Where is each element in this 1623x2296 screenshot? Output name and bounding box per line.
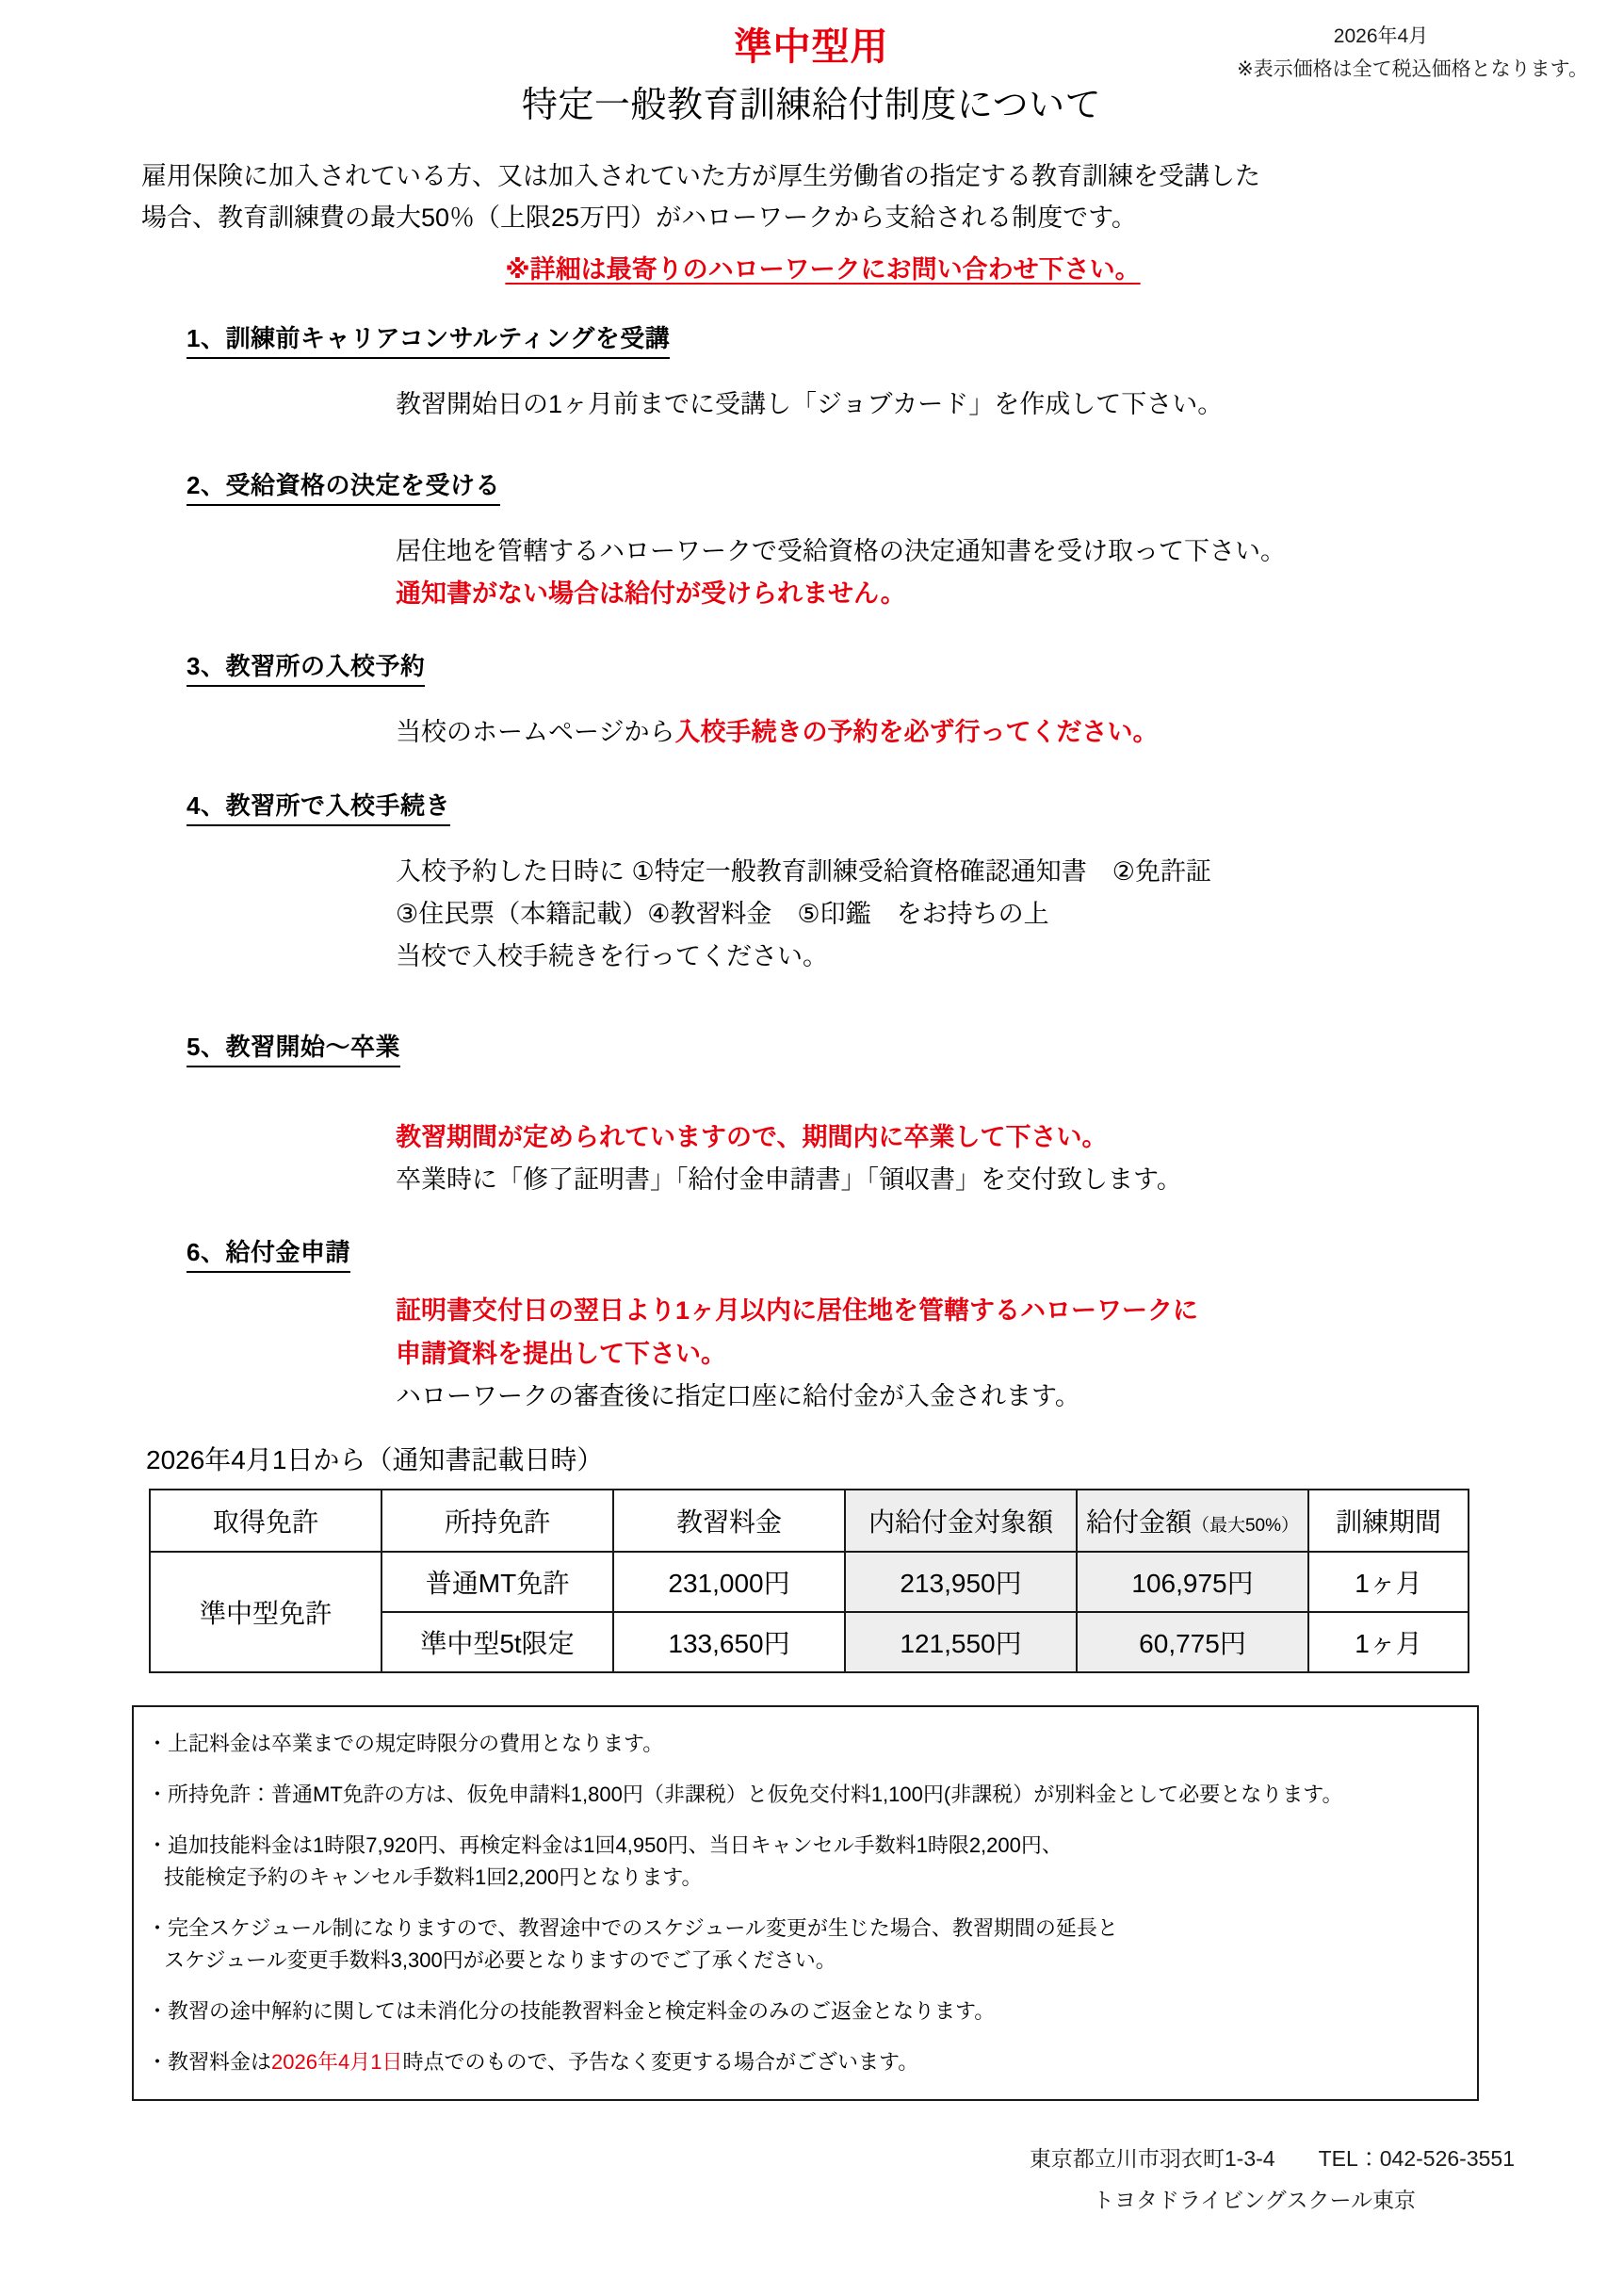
section-4-text-3: 当校で入校手続きを行ってください。 bbox=[396, 942, 828, 971]
section-6-body bbox=[396, 1290, 1548, 1418]
section-6-warning-1: 証明書交付日の翌日より1ヶ月以内に居住地を管轄するハローワークに bbox=[396, 1296, 1199, 1326]
section-2-body bbox=[396, 530, 1548, 616]
table-cell-tuition-2: 133,650円 bbox=[613, 1612, 845, 1672]
note-item bbox=[147, 1779, 1460, 1811]
section-1-heading: 1、訓練前キャリアコンサルティングを受講 bbox=[187, 319, 670, 359]
section-3 bbox=[0, 647, 1548, 754]
section-1-text-1: 教習開始日の1ヶ月前までに受講し「ジョブカード」を作成して下さい。 bbox=[396, 390, 1224, 419]
section-3-body bbox=[396, 711, 1548, 754]
table-header-training-period: 訓練期間 bbox=[1308, 1490, 1469, 1552]
intro-line-2: 場合、教育訓練費の最大50％（上限25万円）がハローワークから支給される制度です。 bbox=[141, 203, 1137, 232]
table-header-tuition: 教習料金 bbox=[613, 1490, 845, 1552]
section-5-body bbox=[396, 1116, 1548, 1202]
section-4-heading: 4、教習所で入校手続き bbox=[187, 787, 450, 826]
note-item bbox=[147, 1728, 1460, 1760]
table-cell-benefit-1: 106,975円 bbox=[1077, 1552, 1308, 1612]
section-5-heading: 5、教習開始〜卒業 bbox=[187, 1028, 400, 1067]
note-item bbox=[147, 1830, 1460, 1894]
table-cell-benefit-2: 60,775円 bbox=[1077, 1612, 1308, 1672]
section-2-warning: 通知書がない場合は給付が受けられません。 bbox=[396, 578, 906, 608]
table-cell-license-group: 準中型免許 bbox=[150, 1552, 381, 1672]
document-header bbox=[0, 0, 1623, 141]
table-cell-held-license-2: 準中型5t限定 bbox=[381, 1612, 613, 1672]
note-1-text: ・上記料金は卒業までの規定時限分の費用となります。 bbox=[147, 1731, 664, 1755]
section-6 bbox=[0, 1233, 1548, 1418]
table-caption: 2026年4月1日から（通知書記載日時） bbox=[146, 1444, 604, 1474]
table-header-eligible-amount: 内給付金対象額 bbox=[845, 1490, 1077, 1552]
section-2-heading: 2、受給資格の決定を受ける bbox=[187, 466, 500, 506]
note-item bbox=[147, 1913, 1460, 1977]
section-6-heading: 6、給付金申請 bbox=[187, 1233, 350, 1273]
section-6-warning-2: 申請資料を提出して下さい。 bbox=[396, 1339, 726, 1368]
section-3-text-1: 当校のホームページから bbox=[396, 718, 675, 747]
note-4-line-2: スケジュール変更手数料3,300円が必要となりますのでご了承ください。 bbox=[164, 1947, 836, 1972]
procedure-sections bbox=[0, 319, 1623, 1418]
table-header-benefit-amount bbox=[1077, 1490, 1308, 1552]
note-4-line-1: ・完全スケジュール制になりますので、教習途中でのスケジュール変更が生じた場合、教習期間の延長と bbox=[147, 1915, 1118, 1940]
note-6-effective-date: 2026年4月1日 bbox=[271, 2050, 403, 2075]
table-cell-period-2: 1ヶ月 bbox=[1308, 1612, 1469, 1672]
section-2-text-1: 居住地を管轄するハローワークで受給資格の決定通知書を受け取って下さい。 bbox=[396, 536, 1286, 565]
note-6-prefix: ・教習料金は bbox=[147, 2050, 272, 2075]
note-item bbox=[147, 2046, 1460, 2078]
section-3-heading: 3、教習所の入校予約 bbox=[187, 647, 425, 687]
intro-line-1: 雇用保険に加入されている方、又は加入されていた方が厚生労働省の指定する教育訓練を受講した bbox=[141, 162, 1260, 190]
document-footer bbox=[0, 2139, 1623, 2221]
note-item bbox=[147, 1995, 1460, 2027]
table-header-row bbox=[150, 1490, 1469, 1552]
section-3-text-line bbox=[396, 711, 1548, 754]
section-1 bbox=[0, 319, 1548, 426]
table-cell-period-1: 1ヶ月 bbox=[1308, 1552, 1469, 1612]
intro-paragraph bbox=[0, 156, 1623, 291]
document-type-label: 準中型用 bbox=[734, 26, 889, 68]
section-4-text-2: ③住民票（本籍記載）④教習料金 ⑤印鑑 をお持ちの上 bbox=[396, 900, 1049, 928]
table-header-held-license: 所持免許 bbox=[381, 1490, 613, 1552]
table-header-benefit-amount-text: 給付金額 bbox=[1085, 1506, 1192, 1537]
document-date: 2026年4月 bbox=[1333, 25, 1429, 47]
table-cell-tuition-1: 231,000円 bbox=[613, 1552, 845, 1612]
section-5-warning: 教習期間が定められていますので、期間内に卒業して下さい。 bbox=[396, 1122, 1108, 1151]
section-5 bbox=[0, 1028, 1548, 1202]
table-header-benefit-amount-sub: （最大50%） bbox=[1191, 1515, 1300, 1536]
section-6-text-1: ハローワークの審査後に指定口座に給付金が入金されます。 bbox=[396, 1382, 1080, 1411]
hello-work-inquiry-note bbox=[141, 250, 1510, 291]
hello-work-inquiry-note-text: ※詳細は最寄りのハローワークにお問い合わせ下さい。 bbox=[505, 255, 1141, 285]
notes-box bbox=[132, 1705, 1479, 2102]
footer-address: 東京都立川市羽衣町1-3-4 TEL：042-526-3551 bbox=[1029, 2146, 1515, 2172]
section-4 bbox=[0, 787, 1548, 979]
table-cell-eligible-1: 213,950円 bbox=[845, 1552, 1077, 1612]
footer-school-name: トヨタドライビングスクール東京 bbox=[1092, 2187, 1416, 2212]
note-6-text bbox=[147, 2046, 1460, 2078]
price-table bbox=[149, 1489, 1469, 1673]
note-2-text: ・所持免許：普通MT免許の方は、仮免申請料1,800円（非課税）と仮免交付料1,100円(非課税）が別料金として必要となります。 bbox=[147, 1782, 1343, 1806]
table-cell-eligible-2: 121,550円 bbox=[845, 1612, 1077, 1672]
section-5-text-1: 卒業時に「修了証明書」「給付金申請書」「領収書」を交付致します。 bbox=[396, 1165, 1182, 1195]
tax-inclusive-note: ※表示価格は全て税込価格となります。 bbox=[1237, 58, 1588, 80]
note-3-line-2: 技能検定予約のキャンセル手数料1回2,200円となります。 bbox=[164, 1864, 703, 1889]
note-3-line-1: ・追加技能料金は1時限7,920円、再検定料金は1回4,950円、当日キャンセル手数料1時限2,200円、 bbox=[147, 1832, 1063, 1857]
table-cell-held-license-1: 普通MT免許 bbox=[381, 1552, 613, 1612]
section-3-warning: 入校手続きの予約を必ず行ってください。 bbox=[674, 718, 1159, 747]
note-6-suffix: 時点でのもので、予告なく変更する場合がございます。 bbox=[402, 2050, 919, 2075]
table-header-acquired-license: 取得免許 bbox=[150, 1490, 381, 1552]
section-4-text-1: 入校予約した日時に ①特定一般教育訓練受給資格確認通知書 ②免許証 bbox=[396, 856, 1211, 886]
section-2 bbox=[0, 466, 1548, 616]
page-title: 特定一般教育訓練給付制度について bbox=[521, 86, 1102, 125]
section-4-body bbox=[396, 851, 1548, 979]
table-row bbox=[150, 1552, 1469, 1612]
note-5-text: ・教習の途中解約に関しては未消化分の技能教習料金と検定料金のみのご返金となります。 bbox=[147, 1999, 996, 2024]
section-1-body bbox=[396, 383, 1548, 426]
